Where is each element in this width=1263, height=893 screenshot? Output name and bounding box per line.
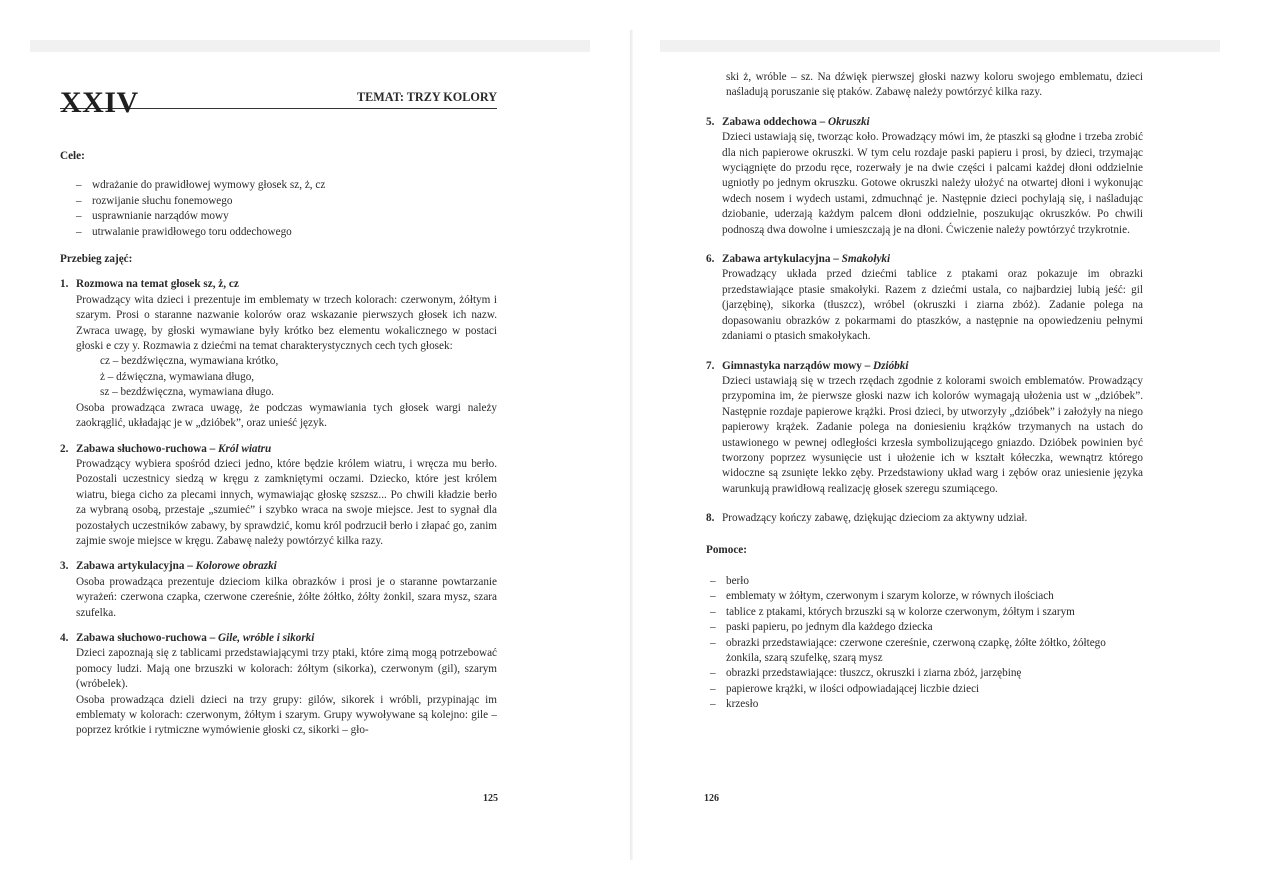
- chapter-header: [60, 80, 497, 119]
- aid-item: – obrazki przedstawiające: tłuszcz, okruszki i ziarna zbóż, jarzębinę: [710, 666, 1143, 681]
- goal-item: – utrwalanie prawidłowego toru oddechowego: [76, 225, 497, 240]
- aid-item: – papierowe krążki, w ilości odpowiadającej liczbie dzieci: [710, 682, 1143, 697]
- goal-item: – usprawnianie narządów mowy: [76, 209, 497, 224]
- aid-item: – krzesło: [710, 697, 1143, 712]
- activity-text: Dzieci zapoznają się z tablicami przedstawiającymi trzy ptaki, które zimą mogą potrzebować pomocy ludzi. Mają one brzuszki w kolorach: żółtym (sikorka), czerwonym (gil), szarym (wróbelek).: [76, 647, 497, 691]
- activity-text: Prowadzący kończy zabawę, dziękując dzieciom za aktywny udział.: [722, 512, 1028, 525]
- aid-item: – paski papieru, po jednym dla każdego dziecka: [710, 620, 1143, 635]
- goals-list: [76, 178, 497, 240]
- activity-title: Zabawa słuchowo-ruchowa – Król wiatru: [76, 442, 272, 455]
- activity-5: [706, 115, 1143, 238]
- goals-heading: Cele:: [60, 150, 85, 162]
- activity-4: [60, 631, 497, 739]
- activity-number: 8.: [706, 512, 715, 525]
- activity-number: 4.: [60, 631, 69, 644]
- right-column: [706, 70, 1143, 713]
- activity-7: [706, 359, 1143, 498]
- definition-line: cz – bezdźwięczna, wymawiana krótko,: [100, 355, 279, 368]
- activity-text: Dzieci ustawiają się, tworząc koło. Prowadzący mówi im, że ptaszki są głodne i trzeba zrobić dla nich papierowe okruszki. W tym celu rozdaje paski papieru i prosi, by dzieci, trzymając wyciągnięte do przodu ręce, rozerwały je na dwie części i palcami każdej dłoni oddzielnie ugniotły po jednym okruszku. Gotowe okruszki należy ułożyć na otwartej dłoni i wykonując wdech nosem i wydech ustami, zdmuchnąć je. Następnie dzieci pochylają się, i naśladując dziobanie, uderzają każdym palcem dłoni oddzielnie, poszukując okruszków. Po chwili podnoszą dwa dowolne i umieszczają je na dłoni. Ćwiczenie należy powtórzyć trzykrotnie.: [722, 131, 1143, 236]
- page-number: 125: [483, 793, 498, 804]
- activity-2: [60, 442, 497, 550]
- activity-1: [60, 277, 497, 431]
- aid-item: – emblematy w żółtym, czerwonym i szarym kolorze, w równych ilościach: [710, 589, 1143, 604]
- activity-6: [706, 252, 1143, 344]
- activity-title: Rozmowa na temat głosek sz, ż, cz: [76, 278, 239, 291]
- activity-number: 2.: [60, 442, 69, 455]
- activity-number: 7.: [706, 359, 715, 372]
- activity-number: 3.: [60, 560, 69, 573]
- aid-item: – obrazki przedstawiające: czerwone czereśnie, czerwoną czapkę, żółte żółtko, żółtego żonkila, szarą szufelkę, szarą mysz: [710, 636, 1143, 667]
- continuation-text: ski ż, wróble – sz. Na dźwięk pierwszej głoski nazwy koloru swojego emblematu, dzieci naśladują poruszanie się ptaków. Zabawę należy powtórzyć kilka razy.: [726, 71, 1143, 99]
- phoneme-definitions: [100, 354, 497, 400]
- definition-line: ż – dźwięczna, wymawiana długo,: [100, 370, 255, 383]
- page-number: 126: [704, 793, 719, 804]
- right-page: [632, 0, 1263, 893]
- aids-heading: Pomoce:: [706, 543, 747, 556]
- aid-item: – berło: [710, 574, 1143, 589]
- activity-text: Prowadzący wybiera spośród dzieci jedno, które będzie królem wiatru, i wręcza mu berło. Pozostali uczestnicy siedzą w kręgu z zamkniętymi oczami. Dziecko, które jest królem wiatru, biega cicho za plecami innych, wymawiając głoskę szszsz... Po chwili kładzie berło za wybraną osobą, przestaje „szumieć” i szybko wraca na swoje miejsce. Jest to sygnał dla pozostałych uczestników zabawy, by sprawdzić, komu król podrzucił berło i złapać go, zanim zajmie swoje miejsce w kręgu. Zabawę należy powtórzyć kilka razy.: [76, 457, 497, 547]
- activity-text: Osoba prowadząca prezentuje dzieciom kilka obrazków i prosi je o staranne powtarzanie wyrażeń: czerwona czapka, czerwone czereśnie, żółte żółtko, żółty żonkil, szara mysz, szara szufelka.: [76, 575, 497, 619]
- course-heading: Przebieg zajęć:: [60, 253, 133, 266]
- activity-3: [60, 559, 497, 621]
- definition-line: sz – bezdźwięczna, wymawiana długo.: [100, 386, 274, 399]
- activity-text: Prowadzący wita dzieci i prezentuje im emblematy w trzech kolorach: czerwonym, żółtym i szarym. Prosi o staranne nazwanie kolorów oraz wskazanie pierwszych głosek ich nazw. Zwraca uwagę, by głoski wymawiane były krótko bez elementu wokalicznego w postaci głoski e czy y. Rozmawia z dziećmi na temat charakterystycznych cech tych głosek:: [76, 293, 497, 353]
- aid-item: – tablice z ptakami, których brzuszki są w kolorze czerwonym, żółtym i szarym: [710, 605, 1143, 620]
- activity-title: Zabawa artykulacyjna – Kolorowe obrazki: [76, 560, 277, 573]
- activity-title: Zabawa oddechowa – Okruszki: [722, 115, 870, 128]
- left-column: [60, 80, 497, 739]
- goal-item: – rozwijanie słuchu fonemowego: [76, 194, 497, 209]
- goal-item: – wdrażanie do prawidłowej wymowy głosek sz, ż, cz: [76, 178, 497, 193]
- aids-list: [710, 574, 1143, 713]
- chapter-number: XXIV: [60, 85, 139, 119]
- topic-title: TEMAT: TRZY KOLORY: [357, 89, 497, 104]
- activity-title: Gimnastyka narządów mowy – Dzióbki: [722, 359, 909, 372]
- activity-number: 5.: [706, 115, 715, 128]
- activity-text: Dzieci ustawiają się w trzech rzędach zgodnie z kolorami swoich emblematów. Prowadzący przypomina im, że pierwsze głoski nazw ich kolorów wymagają ułożenia ust w „dzióbek”. Następnie rozdaje papierowe krążki. Prosi dzieci, by utworzyły „dzióbek” i założyły na niego papierowy krążek. Zadanie polega na doniesieniu krążków trzymanych na ustach do ustawionego w pewnej odległości krzesła symbolizującego gniazdo. Dzióbek powinien być tworzony poprzez wysunięcie ust i ułożenie ich w kształt kółeczka, wewnątrz którego widoczne są zsunięte lekko zęby. Przedstawiony układ warg i zębów oraz uniesienie języka warunkują prawidłową realizację głosek szeregu szumiącego.: [722, 374, 1143, 495]
- activity-text: Osoba prowadząca zwraca uwagę, że podczas wymawiania tych głosek wargi należy zaokrąglić, układając je w „dzióbek”, oraz unieść język.: [76, 401, 497, 430]
- activity-text: Prowadzący układa przed dziećmi tablice z ptakami oraz pokazuje im obrazki przedstawiające ptasie smakołyki. Razem z dziećmi ustala, co najbardziej lubią jeść: gil (jarzębinę), sikorka (tłuszcz), wróbel (okruszki i ziarna zbóż). Zadanie polega na dopasowaniu obrazków z pokarmami do ptaszków, a następnie na opowiedzeniu pełnymi zdaniami o ptasich smakołykach.: [722, 268, 1143, 343]
- activity-title: Zabawa artykulacyjna – Smakołyki: [722, 253, 891, 266]
- activity-title: Zabawa słuchowo-ruchowa – Gile, wróble i sikorki: [76, 631, 315, 644]
- activity-text: Osoba prowadząca dzieli dzieci na trzy grupy: gilów, sikorek i wróbli, przypinając im emblematy w kolorach: czerwonym, żółtym i szarym. Grupy wywoływane są kolejno: gile – poprzez krótkie i rytmiczne wymówienie głoski cz, sikorki – gło-: [76, 693, 497, 737]
- activity-8: [706, 511, 1143, 526]
- activity-number: 6.: [706, 253, 715, 266]
- activity-number: 1.: [60, 278, 69, 291]
